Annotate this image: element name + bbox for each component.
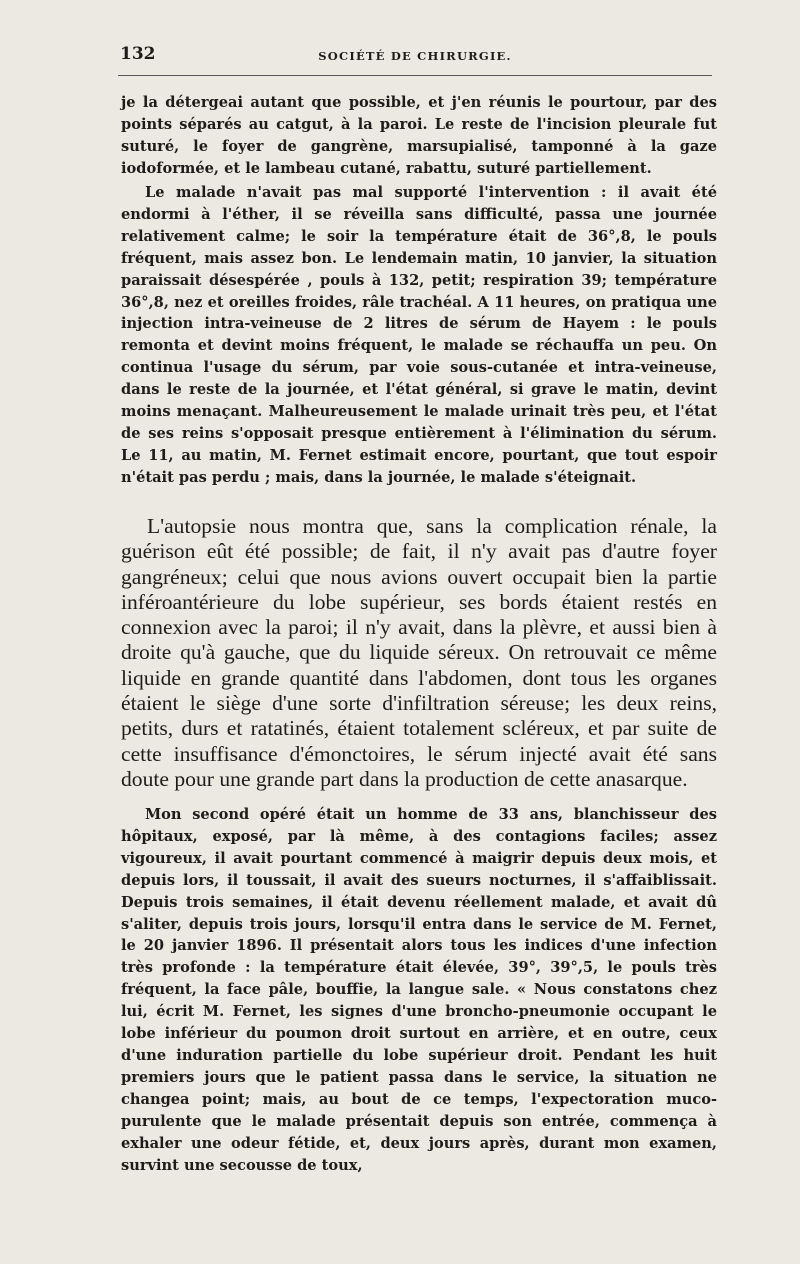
running-title: SOCIÉTÉ DE CHIRURGIE. — [318, 49, 512, 63]
paragraph-postoperative: Le malade n'avait pas mal supporté l'intervention : il avait été endormi à l'éther, il se réveilla sans difficulté, passa une journée relativement calme; le soir la température était de 36°,8, le pouls fréquent, mais assez bon. Le lendemain matin, 10 janvier, la situation paraissait désespérée , pouls à 132, petit; respiration 39; température 36°,8, nez et oreilles froides, râle trachéal. A 11 heures, on pratiqua une injection intra-veineuse de 2 litres de sérum de Hayem : le pouls remonta et devint moins fréquent, le malade se réchauffa un peu. On continua l'usage du sérum, par voie sous-cutanée et intra-veineuse, dans le reste de la journée, et l'état général, si grave le matin, devint moins menaçant. Malheureusement le malade urinait très peu, et l'état de ses reins s'opposait presque entièrement à l'élimination du sérum. Le 11, au matin, M. Fernet estimait encore, pourtant, que tout espoir n'était pas perdu ; mais, dans la journée, le malade s'éteignait. — [121, 184, 717, 486]
header-rule — [118, 75, 712, 76]
paragraph-continuation: je la détergeai autant que possible, et j'en réunis le pourtour, par des points séparés au catgut, à la paroi. Le reste de l'incision pleurale fut suturé, le foyer de gangrène, marsupialisé, tamponné à la gaze iodoformée, et le lambeau cutané, rabattu, suturé partiellement. — [121, 94, 717, 177]
page-number: 132 — [120, 44, 156, 64]
paragraph-second-patient: Mon second opéré était un homme de 33 ans, blanchisseur des hôpitaux, exposé, par là même, à des contagions faciles; assez vigoureux, il avait pourtant commencé à maigrir depuis deux mois, et depuis lors, il toussait, il avait des sueurs nocturnes, il s'affaiblissait. Depuis trois semaines, il était devenu réellement malade, et avait dû s'aliter, depuis trois jours, lorsqu'il entra dans le service de M. Fernet, le 20 janvier 1896. Il présentait alors tous les indices d'une infection très profonde : la température était élevée, 39°, 39°,5, le pouls très fréquent, la face pâle, bouffie, la langue sale. « Nous constatons chez lui, écrit M. Fernet, les signes d'une broncho-pneumonie occupant le lobe inférieur du poumon droit surtout en arrière, et en outre, ceux d'une induration partielle du lobe supérieur droit. Pendant les huit premiers jours que le patient passa dans le service, la situation ne changea point; mais, au bout de ce temps, l'expectoration muco-purulente que le malade présentait depuis son entrée, commença à exhaler une odeur fétide, et, deux jours après, durant mon examen, survint une secousse de toux, — [121, 806, 717, 1174]
paragraph-autopsy: L'autopsie nous montra que, sans la complication rénale, la guérison eût été possible; de fait, il n'y avait pas d'autre foyer gangréneux; celui que nous avions ouvert occupait bien la partie inféroantérieure du lobe supérieur, ses bords étaient restés en connexion avec la paroi; il n'y avait, dans la plèvre, et aussi bien à droite qu'à gauche, que du liquide séreux. On retrouvait ce même liquide en grande quantité dans l'abdomen, dont tous les organes étaient le siège d'une sorte d'infiltration séreuse; les deux reins, petits, durs et ratatinés, étaient totalement scléreux, et par suite de cette insuffisance d'émonctoires, le sérum injecté avait été sans doute pour une grande part dans la production de cette anasarque. — [121, 514, 717, 791]
page-header — [118, 42, 712, 72]
